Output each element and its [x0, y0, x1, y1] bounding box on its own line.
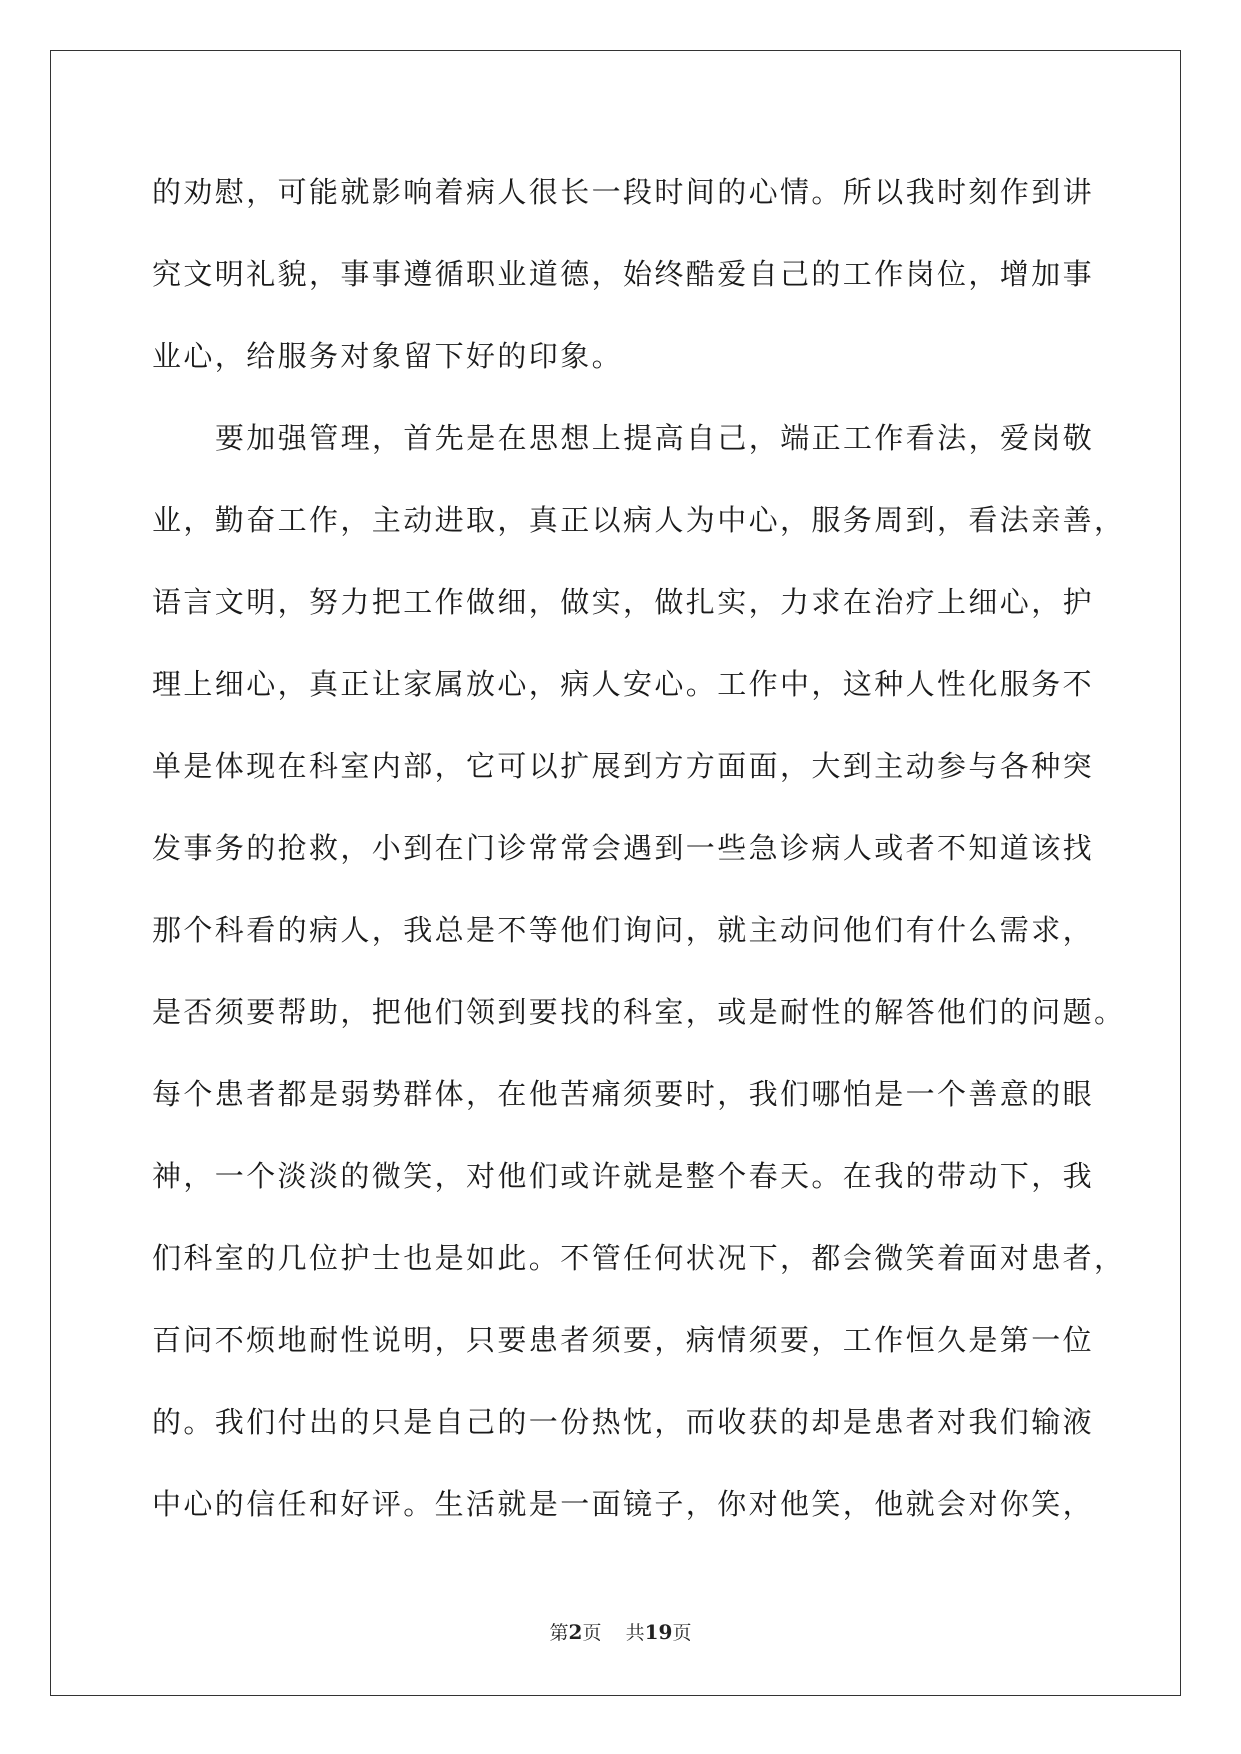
body-line: 业，勤奋工作，主动进取，真正以病人为中心，服务周到，看法亲善， — [152, 503, 1126, 537]
body-line: 百问不烦地耐性说明，只要患者须要，病情须要，工作恒久是第一位 — [152, 1323, 1095, 1357]
page-suffix: 页 — [582, 1622, 602, 1644]
body-line: 中心的信任和好评。生活就是一面镜子，你对他笑，他就会对你笑， — [152, 1487, 1095, 1521]
total-pages: 19 — [644, 1620, 673, 1644]
body-line: 神，一个淡淡的微笑，对他们或许就是整个春天。在我的带动下，我 — [152, 1159, 1095, 1193]
body-line: 业心，给服务对象留下好的印象。 — [152, 339, 624, 373]
total-prefix: 共 — [625, 1622, 645, 1644]
total-suffix: 页 — [672, 1622, 692, 1644]
page-number: 2 — [568, 1620, 583, 1644]
body-line: 究文明礼貌，事事遵循职业道德，始终酷爱自己的工作岗位，增加事 — [152, 257, 1095, 291]
paragraph-start-line: 要加强管理，首先是在思想上提高自己，端正工作看法，爱岗敬 — [215, 421, 1095, 455]
body-line: 们科室的几位护士也是如此。不管任何状况下，都会微笑着面对患者， — [152, 1241, 1126, 1275]
body-line: 发事务的抢救，小到在门诊常常会遇到一些急诊病人或者不知道该找 — [152, 831, 1095, 865]
body-line: 理上细心，真正让家属放心，病人安心。工作中，这种人性化服务不 — [152, 667, 1095, 701]
page-footer — [0, 1618, 1241, 1645]
body-line: 的劝慰，可能就影响着病人很长一段时间的心情。所以我时刻作到讲 — [152, 175, 1095, 209]
body-line: 单是体现在科室内部，它可以扩展到方方面面，大到主动参与各种突 — [152, 749, 1095, 783]
document-body — [152, 166, 1126, 1560]
body-line: 是否须要帮助，把他们领到要找的科室，或是耐性的解答他们的问题。 — [152, 995, 1126, 1029]
body-line: 每个患者都是弱势群体，在他苦痛须要时，我们哪怕是一个善意的眼 — [152, 1077, 1095, 1111]
body-line: 语言文明，努力把工作做细，做实，做扎实，力求在治疗上细心，护 — [152, 585, 1095, 619]
page-prefix: 第 — [549, 1622, 569, 1644]
body-line: 的。我们付出的只是自己的一份热忱，而收获的却是患者对我们输液 — [152, 1405, 1095, 1439]
body-line: 那个科看的病人，我总是不等他们询问，就主动问他们有什么需求， — [152, 913, 1095, 947]
